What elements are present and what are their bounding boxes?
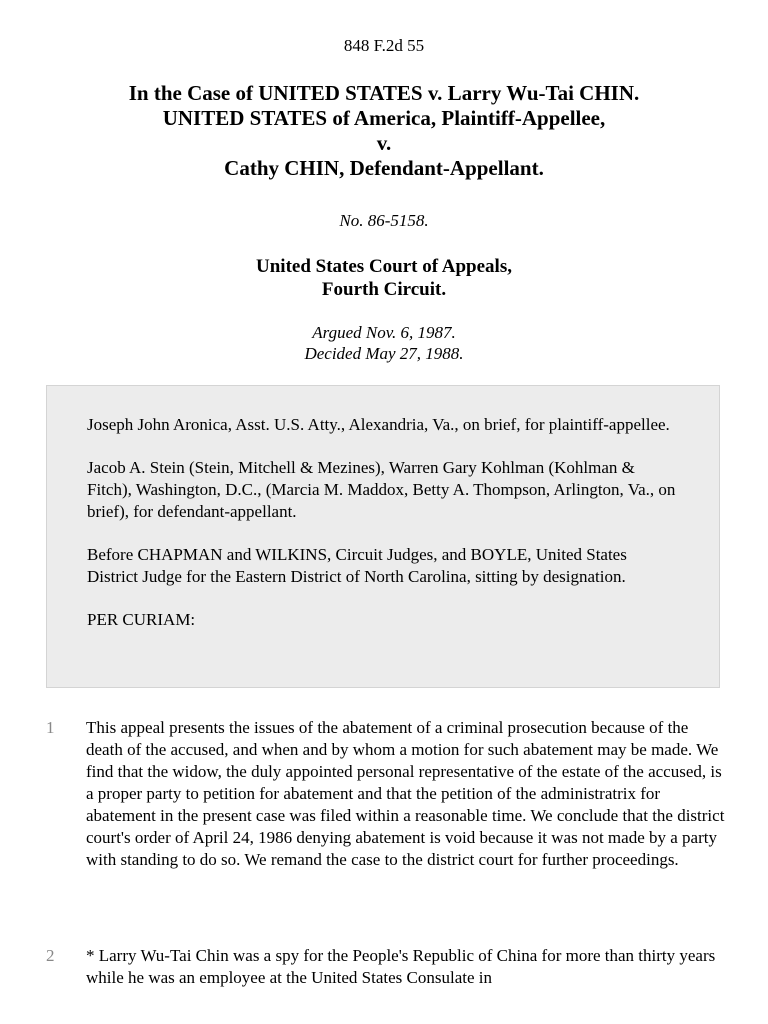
court-name-line-1: United States Court of Appeals,	[256, 256, 512, 277]
argued-date: Argued Nov. 6, 1987.	[312, 323, 456, 342]
case-title-line-3: v.	[376, 131, 392, 155]
court-name	[0, 255, 768, 301]
case-title-line-1: In the Case of UNITED STATES v. Larry Wu-Tai CHIN.	[128, 81, 640, 105]
paragraph-text: * Larry Wu-Tai Chin was a spy for the People's Republic of China for more than thirty years while he was an employee at the United States Consulate in	[86, 946, 716, 987]
decided-date: Decided May 27, 1988.	[304, 344, 464, 363]
court-name-line-2: Fourth Circuit.	[321, 279, 447, 300]
appellant-counsel: Jacob A. Stein (Stein, Mitchell & Mezines), Warren Gary Kohlman (Kohlman & Fitch), Washington, D.C., (Marcia M. Maddox, Betty A. Thompson, Arlington, Va., on brief), for defendant-appellant.	[87, 458, 676, 521]
case-title-line-2: UNITED STATES of America, Plaintiff-Appellee,	[162, 106, 606, 130]
docket-number: No. 86-5158.	[339, 211, 429, 230]
case-title-line-4: Cathy CHIN, Defendant-Appellant.	[224, 156, 544, 180]
panel-judges: Before CHAPMAN and WILKINS, Circuit Judges, and BOYLE, United States District Judge for the Eastern District of North Carolina, sitting by designation.	[87, 545, 627, 586]
reporter-citation: 848 F.2d 55	[343, 36, 425, 55]
case-title	[40, 81, 728, 181]
paragraph-text: This appeal presents the issues of the abatement of a criminal prosecution because of the death of the accused, and when and by whom a motion for such abatement may be made. We find that the widow, the duly appointed personal representative of the estate of the accused, is a proper party to petition for abatement and that the petition of the administratrix for abatement in the present case was filed within a reasonable time. We conclude that the district court's order of April 24, 1986 denying abatement is void because it was not made by a party with standing to do so. We remand the case to the district court for further proceedings.	[86, 718, 725, 869]
per-curiam: PER CURIAM:	[87, 610, 196, 629]
counsel-box	[46, 385, 720, 688]
case-dates	[0, 322, 768, 364]
paragraph-number[interactable]: 1	[46, 718, 55, 737]
paragraph-number[interactable]: 2	[46, 946, 55, 965]
appellee-counsel: Joseph John Aronica, Asst. U.S. Atty., Alexandria, Va., on brief, for plaintiff-appellee.	[87, 415, 670, 434]
